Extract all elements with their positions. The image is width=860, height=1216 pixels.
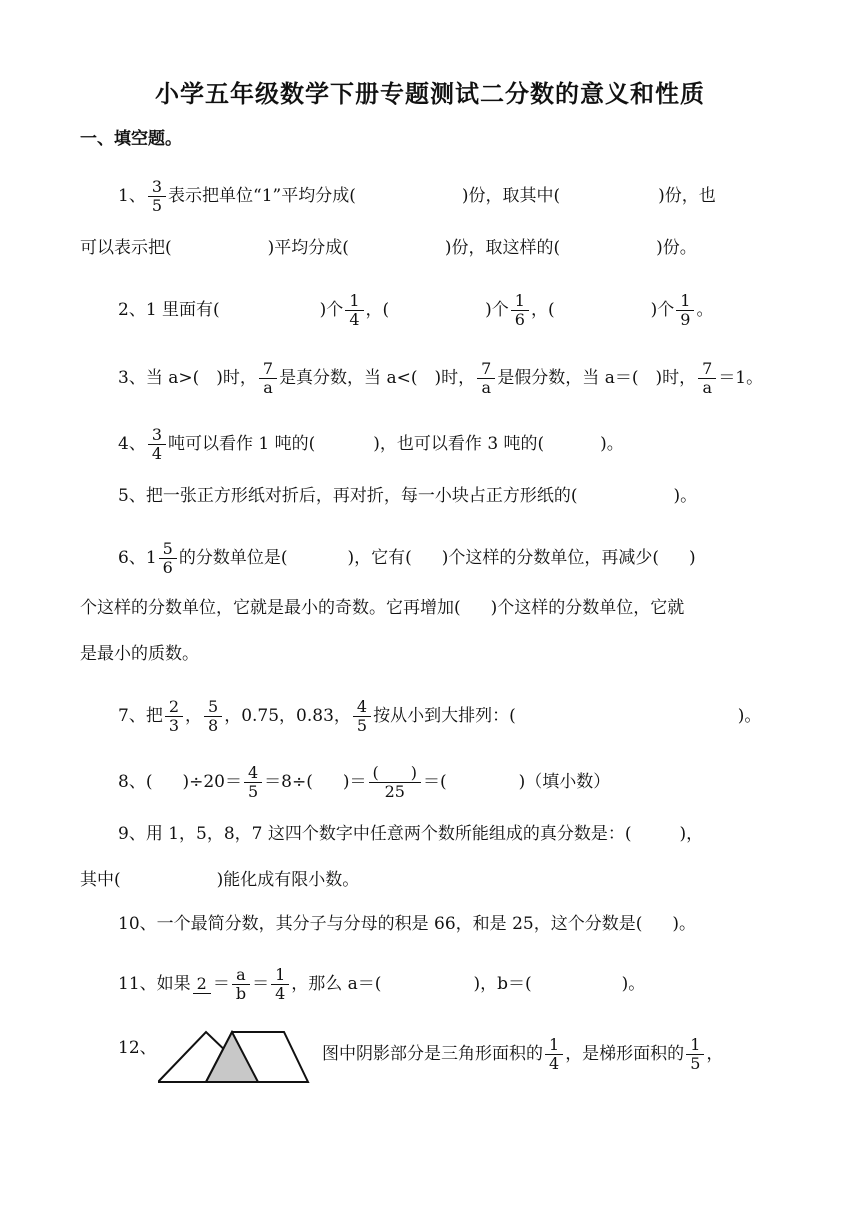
question-text: ，那么 a＝( [291, 974, 382, 994]
fraction-numerator: 7 [477, 360, 495, 379]
question-7 [118, 698, 761, 735]
question-text: 吨可以看作 1 吨的( [168, 434, 316, 454]
fraction-1-5 [686, 1036, 704, 1073]
fraction-denominator: a [702, 378, 712, 397]
question-9-line-2 [80, 868, 359, 892]
question-text: )÷20＝ [182, 772, 242, 792]
fraction-numerator: 2 [193, 975, 211, 994]
question-text: 4、 [118, 434, 146, 454]
question-text: )份，取其中( [461, 186, 561, 206]
question-12-number: 12、 [118, 1038, 157, 1058]
fraction-numerator: 4 [353, 698, 371, 717]
question-text: 的分数单位是( [178, 548, 288, 568]
question-text: 按从小到大排列：( [373, 706, 516, 726]
question-3 [118, 360, 763, 397]
question-text: )。 [672, 914, 696, 934]
fraction-numerator: a [232, 966, 250, 985]
fraction-denominator: 3 [168, 716, 180, 735]
fraction-denominator: 8 [208, 716, 219, 735]
question-text: )份，取这样的( [444, 238, 561, 258]
question-text: )（填小数） [518, 772, 611, 792]
question-text: )份，也 [658, 186, 716, 206]
fraction-numerator: 1 [345, 292, 363, 311]
question-text: 是真分数，当 a<( )时， [279, 368, 476, 388]
question-text: )。 [737, 706, 762, 726]
fraction-5-8 [204, 698, 222, 735]
fraction-2-over [193, 975, 211, 994]
question-text: 3、当 a>( )时， [118, 368, 257, 388]
fraction-denominator: 5 [690, 1054, 701, 1073]
fraction-3-5 [148, 178, 166, 215]
question-text: 9、用 1，5，8，7 这四个数字中任意两个数所能组成的真分数是：( [118, 824, 632, 844]
section-heading: 一、填空题。 [80, 129, 182, 149]
question-text: 1、 [118, 186, 146, 206]
question-text: )，也可以看作 3 吨的( [373, 434, 545, 454]
fraction-numerator: 2 [165, 698, 183, 717]
fraction-numerator: 1 [545, 1036, 563, 1055]
question-text: )，b＝( [473, 974, 532, 994]
question-text: 图中阴影部分是三角形面积的 [322, 1044, 543, 1064]
fraction-numerator: 1 [271, 966, 289, 985]
question-6-line-2 [80, 596, 684, 620]
question-11 [118, 966, 645, 1003]
question-text: 6、1 [118, 548, 157, 568]
question-text: ＝ [212, 974, 230, 994]
fraction-3-4 [148, 426, 166, 463]
question-10 [118, 912, 696, 936]
question-text: ＝ [252, 974, 270, 994]
question-text: 表示把单位“1”平均分成( [168, 186, 356, 206]
fraction-numerator: ( ) [369, 764, 422, 783]
fraction-2-3 [165, 698, 183, 735]
fraction-a-b [232, 966, 250, 1003]
question-text: )， [679, 824, 704, 844]
page-title: 小学五年级数学下册专题测试二分数的意义和性质 [155, 79, 705, 108]
fraction-denominator: a [481, 378, 491, 397]
question-5 [118, 484, 697, 508]
question-6-line-3: 是最小的质数。 [80, 644, 199, 664]
question-text: )个 [650, 300, 675, 320]
fraction-denominator: 4 [275, 984, 286, 1003]
question-9-line-1 [118, 822, 703, 846]
fraction-7-a [259, 360, 277, 397]
fraction-denominator: 25 [384, 782, 405, 801]
question-text: ＝1。 [718, 368, 764, 388]
fraction-numerator: 3 [148, 178, 166, 197]
fraction-numerator: 1 [676, 292, 694, 311]
question-text: )个这样的分数单位，它就 [490, 598, 685, 618]
fraction-numerator: 3 [148, 426, 166, 445]
fraction-1-4 [545, 1036, 563, 1073]
question-text: )。 [600, 434, 624, 454]
fraction-numerator: 7 [259, 360, 277, 379]
question-text: 10、一个最简分数，其分子与分母的积是 66，和是 25，这个分数是( [118, 914, 643, 934]
fraction-1-6 [511, 292, 529, 329]
question-text: )个 [319, 300, 344, 320]
question-text: )，它有( [347, 548, 412, 568]
fraction-denominator: 9 [680, 310, 691, 329]
question-text: )能化成有限小数。 [216, 870, 360, 890]
question-text: ，0.75，0.83， [224, 706, 351, 726]
question-text: ＝8÷( [264, 772, 313, 792]
question-text: ，( [365, 300, 390, 320]
question-1-line-2 [80, 236, 697, 260]
question-text: ) [689, 548, 696, 568]
fraction-denominator: 4 [349, 310, 360, 329]
fraction-4-5 [244, 764, 262, 801]
fraction-denominator: 5 [247, 782, 259, 801]
fraction-denominator: 4 [151, 444, 163, 463]
question-6-line-1 [118, 540, 696, 577]
question-text: 5、把一张正方形纸对折后，再对折，每一小块占正方形纸的( [118, 486, 578, 506]
fraction-numerator: 5 [159, 540, 177, 559]
fraction-denominator: 5 [151, 196, 163, 215]
question-text: 8、( [118, 772, 153, 792]
fraction-1-9 [676, 292, 694, 329]
question-text: 7、把 [118, 706, 163, 726]
fraction-7-a [477, 360, 495, 397]
fraction-denominator: b [235, 984, 247, 1003]
question-text: ， [706, 1044, 724, 1064]
fraction-4-5 [353, 698, 371, 735]
question-text: 是假分数，当 a＝( )时， [497, 368, 697, 388]
question-text: ＝( [423, 772, 447, 792]
fraction-denominator: 6 [162, 558, 173, 577]
question-text: ，是梯形面积的 [565, 1044, 685, 1064]
question-8 [118, 764, 610, 801]
question-text: )份。 [656, 238, 697, 258]
question-text: )。 [673, 486, 698, 506]
question-text: 可以表示把( [80, 238, 172, 258]
question-4 [118, 426, 624, 463]
fraction-7-a [698, 360, 716, 397]
fraction-blank-25 [369, 764, 422, 801]
question-text: 11、如果 [118, 974, 191, 994]
fraction-1-4 [345, 292, 363, 329]
question-1-line-1 [118, 178, 716, 215]
fraction-5-6 [159, 540, 177, 577]
fraction-denominator: a [263, 378, 273, 397]
fraction-numerator: 7 [698, 360, 716, 379]
question-text: 2、1 里面有( [118, 300, 220, 320]
question-text: ， [185, 706, 203, 726]
fraction-denominator: 4 [549, 1054, 560, 1073]
question-text: )＝ [342, 772, 367, 792]
question-text: 个这样的分数单位，它就是最小的奇数。它再增加( [80, 598, 461, 618]
fraction-1-4 [271, 966, 289, 1003]
fraction-numerator: 5 [204, 698, 222, 717]
question-2 [118, 292, 713, 329]
fraction-numerator: 4 [244, 764, 262, 783]
question-text: )平均分成( [267, 238, 349, 258]
question-text: 其中( [80, 870, 121, 890]
triangle-trapezoid-figure [158, 1030, 310, 1086]
question-text: )个这样的分数单位，再减少( [441, 548, 659, 568]
question-text: 。 [696, 300, 714, 320]
fraction-denominator: 6 [514, 310, 525, 329]
question-text: )个 [485, 300, 509, 320]
question-12-text [322, 1036, 723, 1073]
fraction-numerator: 1 [511, 292, 529, 311]
fraction-numerator: 1 [686, 1036, 704, 1055]
fraction-denominator: 5 [356, 716, 368, 735]
question-text: )。 [621, 974, 646, 994]
question-text: ，( [530, 300, 555, 320]
